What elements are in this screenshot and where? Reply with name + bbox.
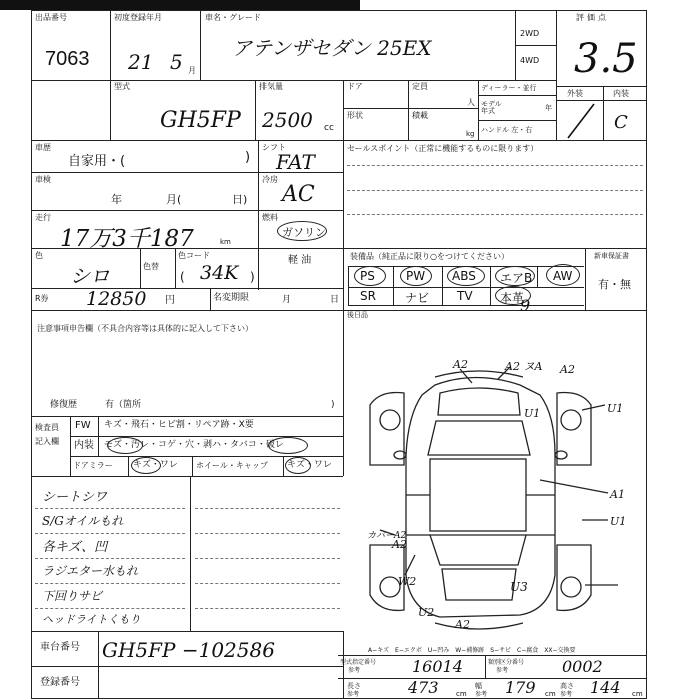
repair-close: ) [331, 400, 335, 410]
score-label: 評価点 [576, 13, 609, 22]
checklist-mirror-head: ドアミラー [73, 461, 113, 470]
sales-point-label: セールスポイント（正常に機能するものに限ります） [347, 144, 539, 153]
circle-interior-stain [107, 437, 143, 454]
length-unit: cm [456, 690, 467, 698]
damage-mark-a2-front-left: A2 [453, 358, 468, 371]
color-code-label: 色コード [178, 251, 210, 260]
damage-mark-u1-right-front: U1 [607, 402, 624, 415]
fuel-alt: 軽 油 [288, 255, 312, 266]
repair-value: 有（箇所 [105, 400, 142, 410]
interior-value: C [614, 112, 628, 133]
equip-sr: SR [360, 289, 376, 303]
car-name-value: アテンザセダン 25EX [232, 36, 432, 60]
checklist-label-1: 検査員 [35, 423, 59, 432]
model-year-label: モデル年式 [481, 100, 502, 115]
shape-label: 形状 [347, 111, 363, 120]
inspection-day: 日) [232, 193, 248, 206]
checklist-fw-head: FW [75, 420, 91, 431]
equip-airbag: エアB [500, 271, 533, 285]
score-value: 3.5 [574, 36, 638, 82]
length-value: 473 [408, 678, 439, 697]
name-change-label: 名変期限 [213, 293, 250, 303]
recycle-unit: 円 [165, 295, 175, 306]
cc-unit: cc [324, 123, 334, 133]
height-label: 高さ [560, 682, 574, 690]
damage-mark-u3: U3 [510, 580, 528, 594]
name-change-day: 日 [330, 295, 340, 305]
exterior-label: 外装 [567, 89, 583, 98]
height-value: 144 [590, 678, 621, 697]
damage-mark-a2-rear: A2 [455, 618, 470, 631]
mileage-label: 走行 [35, 213, 51, 222]
load-unit: kg [466, 130, 475, 138]
dealer-label: ディーラー・並行 [481, 84, 537, 92]
circle-pw [400, 266, 432, 286]
chassis-value: GH5FP −102586 [102, 638, 275, 662]
use-close: ) [245, 150, 251, 165]
new-car-warranty-value: 有・無 [598, 278, 631, 291]
registration-label: 登録番号 [40, 677, 80, 688]
exterior-slash-mark [560, 100, 600, 140]
use-label: 車歴 [35, 143, 51, 152]
damage-mark-a2-front-right: A2 [560, 363, 575, 376]
new-car-warranty-label: 新車保証書 [594, 252, 629, 260]
equip-pw: PW [406, 269, 426, 283]
shift-value: FAT [276, 150, 315, 174]
remark-3: 各キズ、凹 [42, 540, 108, 555]
damage-mark-u1-hood: U1 [524, 407, 541, 420]
inspection-year: 年 [111, 193, 122, 206]
equipment-label: 装備品（純正品に限り○をつけてください） [350, 252, 509, 261]
cc-label: 排気量 [259, 82, 283, 91]
shift-label: シフト [262, 143, 286, 152]
load-label: 積載 [412, 111, 428, 120]
type-no-sub: 参考 [348, 667, 361, 674]
car-name-label: 車名・グレード [205, 13, 261, 22]
model-year-unit: 年 [545, 104, 552, 112]
drive-2wd: 2WD [520, 29, 540, 38]
repair-label: 修復歴 [50, 400, 78, 410]
color-code-value: 34K [200, 262, 239, 284]
cc-value: 2500 [262, 108, 313, 132]
model-label: 型式 [114, 82, 130, 91]
inspection-month: 月( [166, 193, 182, 206]
damage-top-note: A2 ヌA [505, 360, 543, 373]
first-reg-year: 21 [128, 50, 154, 74]
recycle-value: 12850 [86, 288, 147, 310]
checklist-fw-text: キズ・飛石・ヒビ割・リペア跡・X要 [104, 420, 254, 430]
circle-airbag [495, 266, 535, 286]
equip-aw: AW [553, 269, 573, 283]
class-no-sub: 参考 [496, 667, 509, 674]
remark-6: ヘッドライトくもり [42, 613, 141, 626]
notes-label: 注意事項申告欄（不具合内容等は具体的に記入して下さい） [37, 324, 253, 333]
mileage-unit: km [220, 238, 231, 246]
equip-leather: 本革 [500, 291, 525, 305]
class-no-label: 類別区分番号 [488, 659, 525, 666]
remark-2: S/Gオイルもれ [42, 514, 124, 528]
damage-mark-u2: U2 [418, 606, 435, 619]
checklist-interior-text: モズ・汚レ・コゲ・穴・剥ハ・タバコ・破レ [104, 440, 284, 450]
equip-ps: PS [360, 269, 375, 283]
capacity-label: 定員 [412, 82, 428, 91]
circle-abs [447, 266, 485, 286]
circle-mirror [131, 457, 161, 474]
remark-4: ラジエター水もれ [42, 564, 139, 578]
handle-label: ハンドル 左・右 [481, 126, 533, 134]
damage-mark-w2: W2 [398, 575, 417, 588]
chassis-label: 車台番号 [40, 642, 80, 653]
checklist-label-2: 記入欄 [35, 437, 59, 446]
lot-number-label: 出品番号 [35, 13, 67, 22]
length-sub: 参考 [347, 691, 360, 698]
top-header-strip [0, 0, 360, 10]
checklist-wheel-text: キズ・ワレ [287, 460, 332, 470]
damage-legend: A−キズ E−エクボ U−凹み W−補修跡 S−サビ C−腐食 XX−交換要 [368, 647, 576, 654]
recycle-label: R券 [35, 294, 49, 303]
fuel-label: 燃料 [262, 213, 278, 222]
equip-abs: ABS [452, 269, 476, 283]
door-label: ドア [347, 82, 363, 91]
color-change-label: 色替 [143, 262, 159, 271]
width-value: 179 [505, 678, 536, 697]
color-code-paren-close: ) [250, 270, 255, 284]
lot-number: 7063 [45, 48, 90, 70]
width-unit: cm [545, 690, 556, 698]
ac-value: AC [282, 182, 315, 207]
damage-mark-a1-right: A1 [610, 488, 625, 501]
interior-label: 内装 [613, 89, 629, 98]
damage-mark-a2-left: A2 [392, 538, 407, 551]
remark-1: シートシワ [42, 490, 108, 505]
name-change-month: 月 [282, 295, 292, 305]
circle-interior-tobacco [268, 437, 308, 454]
aftermarket-label: 後日品 [347, 311, 368, 319]
fuel-value: ガソリン [282, 226, 326, 239]
damage-side-note: カバーA2 [367, 531, 407, 541]
width-label: 幅 [475, 682, 482, 690]
model-value: GH5FP [160, 108, 241, 133]
width-sub: 参考 [475, 691, 488, 698]
capacity-unit: 人 [467, 98, 475, 107]
equipment-scribble: 9 [520, 296, 531, 315]
checklist-wheel-head: ホイール・キャップ [196, 461, 268, 470]
equip-tv: TV [457, 289, 473, 303]
circle-wheel [285, 457, 311, 474]
type-no-value: 16014 [412, 657, 463, 676]
damage-mark-u1-right-rear: U1 [610, 515, 627, 528]
mileage-value: 17万3千187 [60, 226, 194, 252]
first-reg-label: 初度登録年月 [114, 13, 162, 22]
checklist-interior-head: 内装 [74, 440, 94, 451]
use-value: 自家用・( [68, 154, 126, 169]
color-label: 色 [35, 251, 43, 260]
remark-5: 下回りサビ [42, 589, 103, 603]
color-value: シロ [70, 264, 110, 288]
height-unit: cm [632, 690, 643, 698]
first-reg-month: 5 [170, 50, 183, 74]
height-sub: 参考 [560, 691, 573, 698]
ac-label: 冷房 [262, 175, 278, 184]
circle-ps [354, 266, 386, 286]
inspection-label: 車検 [35, 175, 51, 184]
circle-aw [546, 264, 580, 286]
equip-navi: ナビ [405, 291, 430, 305]
first-reg-month-unit: 月 [188, 66, 196, 75]
class-no-value: 0002 [562, 657, 603, 676]
drive-4wd: 4WD [520, 56, 540, 65]
car-damage-diagram [360, 355, 645, 640]
color-code-paren-open: ( [180, 270, 185, 284]
checklist-mirror-text: キズ・ワレ [133, 460, 178, 470]
length-label: 長さ [347, 682, 361, 690]
type-no-label: 型式指定番号 [340, 659, 377, 666]
